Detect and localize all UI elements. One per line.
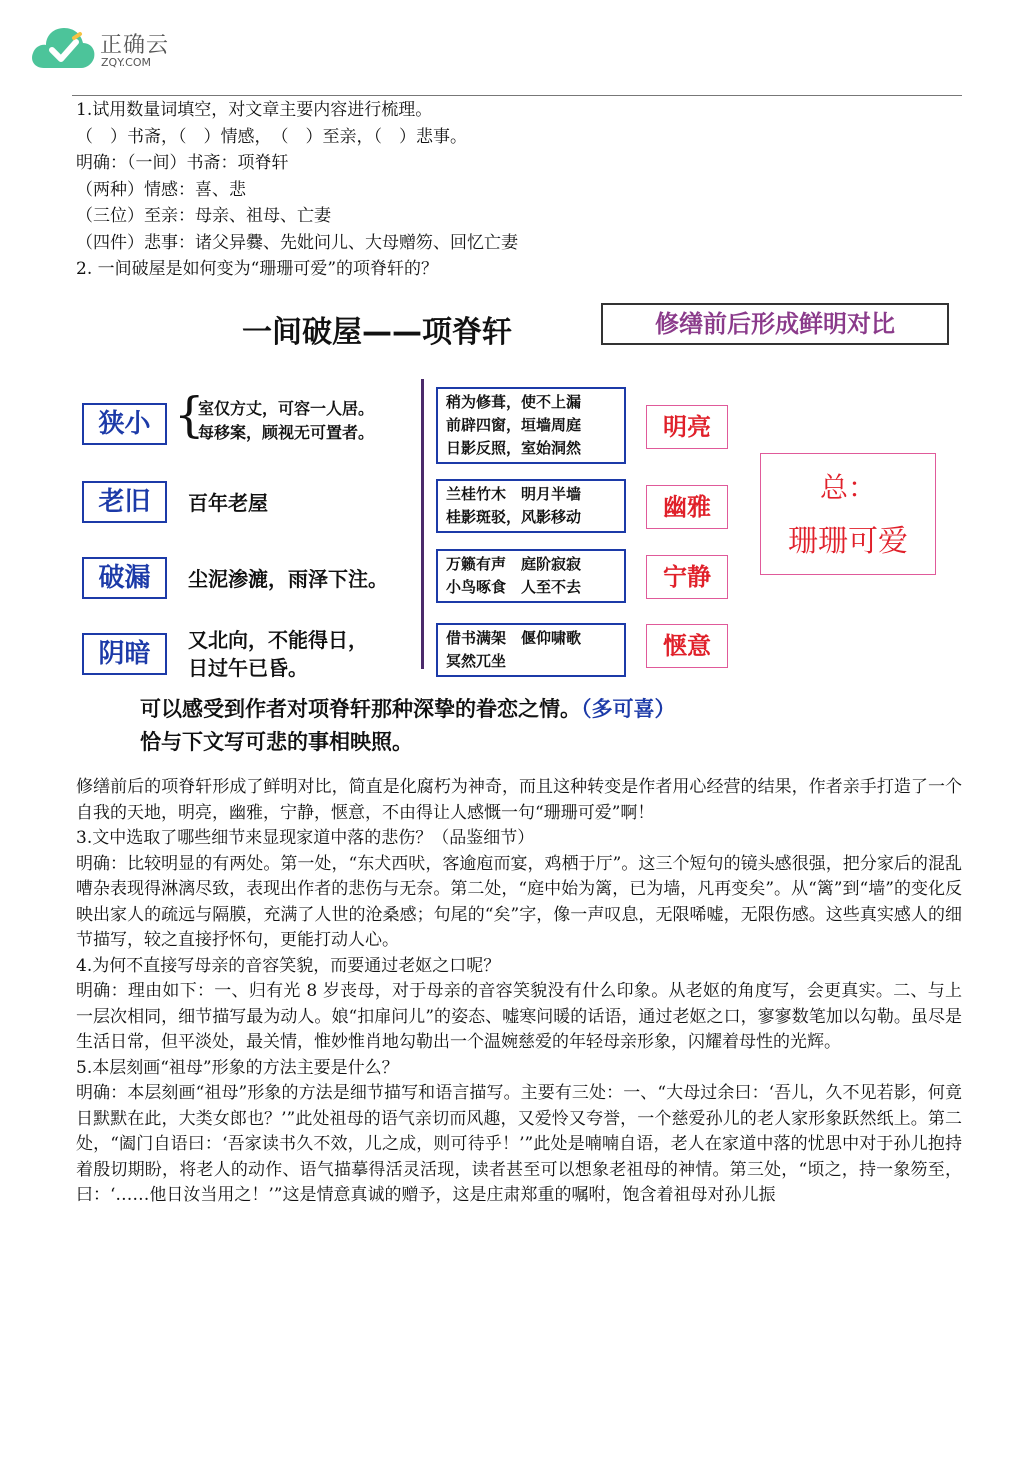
question-5: 5.本层刻画“祖母”形象的方法主要是什么？ bbox=[76, 1057, 399, 1078]
text-line: （四件）悲事：诸父异爨、先妣问儿、大母赠笏、回忆亡妻 bbox=[76, 232, 518, 253]
summary-title: 总： bbox=[819, 471, 876, 504]
diagram-conclusion-1: 可以感受到作者对项脊轩那种深挚的眷恋之情。（多可喜） bbox=[140, 696, 676, 721]
brand-domain: ZQY.COM bbox=[101, 56, 152, 69]
brand-name: 正确云 bbox=[100, 33, 170, 58]
label-old: 老旧 bbox=[82, 481, 167, 523]
after-text-box: 借书满架 偃仰啸歌 冥然兀坐 bbox=[436, 623, 626, 677]
divider-line bbox=[421, 379, 424, 669]
text-line: 明确：（一间）书斋：项脊轩 bbox=[76, 153, 289, 173]
label-pleasant: 惬意 bbox=[646, 624, 728, 668]
left-text: 又北向，不能得日， 日过午已昏。 bbox=[188, 628, 368, 680]
question-3: 3.文中选取了哪些细节来显现家道中落的悲伤？（品鉴细节） bbox=[76, 828, 535, 848]
left-text: 尘泥渗漉，雨泽下注。 bbox=[188, 567, 388, 591]
contrast-diagram bbox=[76, 293, 966, 773]
cloud-check-icon bbox=[30, 22, 96, 74]
question-1-block bbox=[76, 97, 962, 283]
text-line: 2. 一间破屋是如何变为“珊珊可爱”的项脊轩的？ bbox=[76, 259, 439, 279]
diagram-title: 一间破屋——项脊轩 bbox=[242, 315, 512, 350]
text-line: （两种）情感：喜、悲 bbox=[76, 179, 246, 200]
summary-box bbox=[760, 453, 936, 575]
text-line: （三位）至亲：母亲、祖母、亡妻 bbox=[76, 206, 331, 226]
after-text-box: 稍为修葺，使不上漏 前辟四窗，垣墙周庭 日影反照，室始洞然 bbox=[436, 387, 626, 464]
answer-3: 明确：比较明显的有两处。第一处，“东犬西吠，客逾庖而宴，鸡栖于厅”。这三个短句的镜头感很强，把分家后的混乱嘈杂表现得淋漓尽致，表现出作者的悲伤与无奈。第二处，“庭中始为篱，已为墙，凡再变矣”。从“篱”到“墙”的变化反映出家人的疏远与隔膜，充满了人世的沧桑感；句尾的“矣”字，像一声叹息，无限唏嘘，无限伤感。这些真实感人的细节描写，较之直接抒怀句，更能打动人心。 bbox=[76, 853, 962, 950]
brace-symbol: { bbox=[174, 387, 205, 443]
after-text-box: 万籁有声 庭阶寂寂 小鸟啄食 人至不去 bbox=[436, 549, 626, 603]
label-bright: 明亮 bbox=[646, 405, 728, 449]
after-text-box: 兰桂竹木 明月半墙 桂影斑驳，风影移动 bbox=[436, 479, 626, 533]
left-text: 百年老屋 bbox=[188, 491, 268, 515]
paragraph: 修缮前后的项脊轩形成了鲜明对比，简直是化腐朽为神奇，而且这种转变是作者用心经营的结果，作者亲手打造了一个自我的天地，明亮，幽雅，宁静，惬意，不由得让人感慨一句“珊珊可爱”啊！ bbox=[76, 777, 962, 823]
diagram-conclusion-2: 恰与下文写可悲的事相映照。 bbox=[140, 729, 413, 754]
label-elegant: 幽雅 bbox=[646, 485, 728, 529]
diagram-note: 修缮前后形成鲜明对比 bbox=[601, 303, 949, 345]
left-text: 室仅方丈，可容一人居。 每移案，顾视无可置者。 bbox=[198, 399, 375, 442]
label-narrow: 狭小 bbox=[82, 403, 167, 445]
question-4: 4.为何不直接写母亲的音容笑貌，而要通过老妪之口呢？ bbox=[76, 955, 501, 976]
text-line: 1.试用数量词填空，对文章主要内容进行梳理。 bbox=[76, 100, 433, 120]
summary-text: 珊珊可爱 bbox=[788, 524, 908, 559]
label-dark: 阴暗 bbox=[82, 633, 167, 675]
answer-4: 明确：理由如下：一、归有光 8 岁丧母，对于母亲的音容笑貌没有什么印象。从老妪的角度写，会更真实。二、与上一层次相同，细节描写最为动人。娘“扣扉问儿”的姿态、嘘寒问暖的话语，通过老妪之口，寥寥数笔加以勾勒。虽尽是生活日常，但平淡处，最关情，惟妙惟肖地勾勒出一个温婉慈爱的年轻母亲形象，闪耀着母性的光辉。 bbox=[76, 981, 962, 1052]
article-body bbox=[76, 775, 962, 1209]
text-line: （ ）书斋，（ ）情感， （ ）至亲，（ ）悲事。 bbox=[76, 126, 467, 147]
answer-5: 明确：本层刻画“祖母”形象的方法是细节描写和语言描写。主要有三处：一、“大母过余曰：‘吾儿，久不见若影，何竟日默默在此，大类女郎也？’”此处祖母的语气亲切而风趣，又爱怜又夸誉，一个慈爱孙儿的老人家形象跃然纸上。第二处，“阖门自语曰：‘吾家读书久不效，儿之成，则可待乎！’”此处是喃喃自语，老人在家道中落的忧思中对于孙儿抱持着殷切期盼，将老人的动作、语气描摹得活灵活现，读者甚至可以想象老祖母的神情。第三处，“顷之，持一象笏至，曰：‘……他日汝当用之！’”这是情意真诚的赠予，这是庄肃郑重的嘱咐，饱含着祖母对孙儿振 bbox=[76, 1083, 962, 1205]
label-leaky: 破漏 bbox=[82, 557, 167, 599]
brand-logo bbox=[30, 22, 190, 78]
label-quiet: 宁静 bbox=[646, 555, 728, 599]
header-divider bbox=[72, 95, 962, 96]
